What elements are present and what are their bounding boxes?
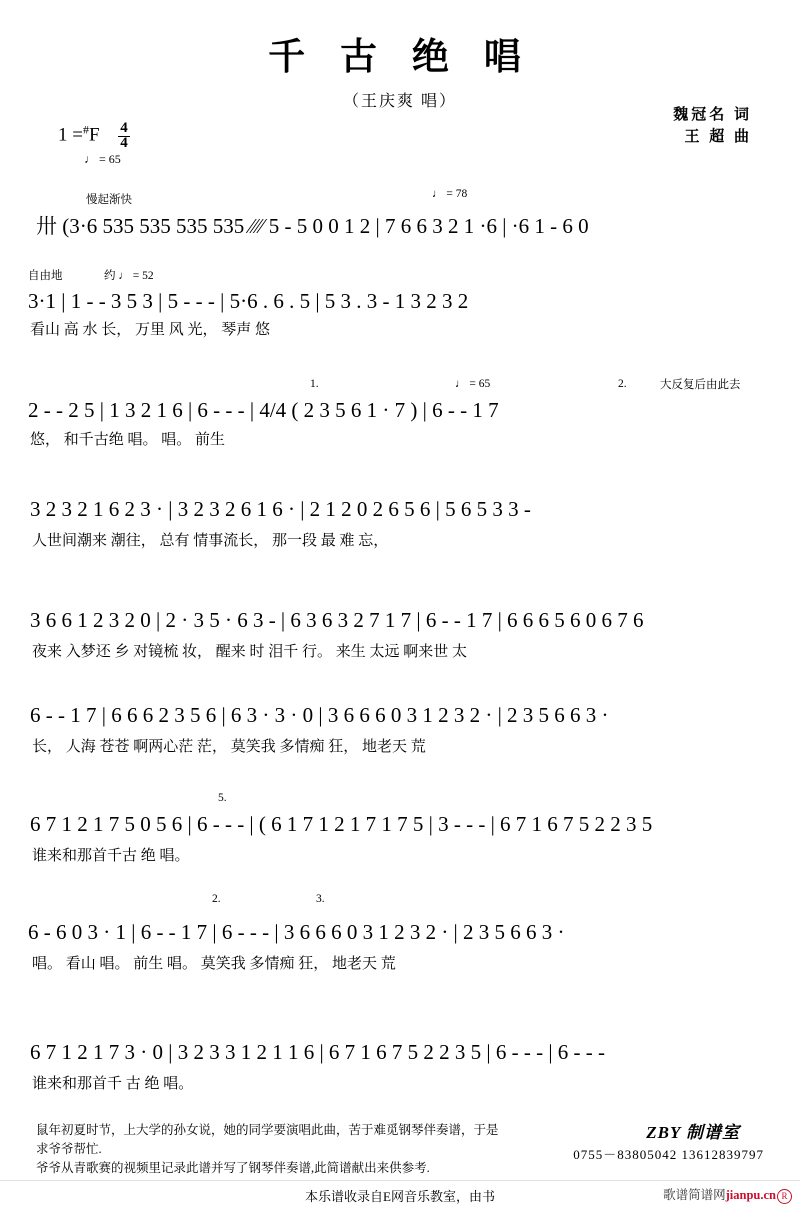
meter-numerator: 4 [120,120,128,136]
composer: 王 超 曲 [684,129,752,145]
system-8-notes: 6 - 6 0 3 · 1 | 6 - - 1 7 | 6 - - - | 3 6 6 6 0 3 1 2 3 2 · | 2 3 5 6 6 3 · [28,920,565,944]
studio-signature: ZBY 制谱室 [646,1123,740,1142]
volta-1: 1. [310,378,319,390]
volta-2b: 2. [212,893,221,905]
footnote-line-2: 爷爷从青歌赛的视频里记录此谱并写了钢琴伴奏谱,此简谱献出来供参考. [36,1161,430,1175]
time-signature [118,122,130,151]
source-note: 本乐谱收录自E网音乐教室，由书 [305,1189,495,1204]
system-7-notes: 6 7 1 2 1 7 5 0 5 6 | 6 - - - | ( 6 1 7 1 2 1 7 1 7 5 | 3 - - - | 6 7 1 6 7 5 2 2 3 5 [30,812,653,836]
system-3-lyrics: 悠， 和千古绝 唱。 唱。 前生 [30,432,226,448]
footnote [36,1121,506,1178]
system-6-lyrics: 长， 人海 苍苍 啊两心茫 茫， 莫笑我 多情痴 狂， 地老天 荒 [32,739,426,755]
volta-3: 3. [316,893,325,905]
system-1-notes: 卅 (3·6 535 535 535 535 ⁄⁄⁄⁄ 5 - 5 0 0 1 2 | 7 6 6 3 2 1 ·6 | ·6 1 - 6 0 [36,214,589,238]
watermark-en: jianpu.cn [725,1188,776,1202]
contact-phone: 0755－83805042 13612839797 [573,1147,764,1162]
system-4-notes: 3 2 3 2 1 6 2 3 · | 3 2 3 2 6 1 6 · | 2 1 2 0 2 6 5 6 | 5 6 5 3 3 - [30,497,531,521]
watermark-cn: 歌谱简谱网 [663,1188,726,1202]
system-5-notes: 3 6 6 1 2 3 2 0 | 2 · 3 5 · 6 3 - | 6 3 6 3 2 7 1 7 | 6 - - 1 7 | 6 6 6 5 6 0 6 7 6 [30,608,644,632]
footnote-line-1: 鼠年初夏时节，上大学的孙女说，她的同学要演唱此曲，苦于难觅钢琴伴奏谱，于是求爷爷帮忙. [36,1123,499,1156]
system-9-lyrics: 谁来和那首千 古 绝 唱。 [32,1076,194,1092]
tempo-65: ♩ = 65 [455,378,491,390]
volta-5: 5. [218,792,227,804]
meter-denominator: 4 [120,134,128,151]
site-watermark [663,1185,792,1204]
system-2-lyrics: 看山 高 水 长， 万里 风 光， 琴声 悠 [30,322,271,338]
tempo-78: ♩ = 78 [432,188,468,200]
dacapo-instruction: 大反复后由此去 [660,379,741,391]
volta-2: 2. [618,378,627,390]
system-7-lyrics: 谁来和那首千古 绝 唱。 [32,848,190,864]
expression-intro: 慢起渐快 [86,194,132,206]
performer-subtitle: （王庆爽 唱） [342,93,457,110]
page-title: 千 古 绝 唱 [268,34,532,78]
system-2-notes: 3·1 | 1 - - 3 5 3 | 5 - - - | 5·6 . 6 . 5 | 5 3 . 3 - 1 3 2 3 2 [28,289,469,313]
system-3-notes: 2 - - 2 5 | 1 3 2 1 6 | 6 - - - | 4/4 ( 2 3 5 6 1 · 7 ) | 6 - - 1 7 [28,398,499,422]
expression-free: 自由地 [28,270,63,282]
key-accidental: # [82,122,89,137]
credits [673,104,752,148]
system-5-lyrics: 夜来 入梦还 乡 对镜梳 妆， 醒来 时 泪千 行。 来生 太远 啊来世 太 [32,644,468,660]
key-signature [58,122,130,151]
tempo-marking: ♩ = 65 [84,152,121,166]
system-8-lyrics: 唱。 看山 唱。 前生 唱。 莫笑我 多情痴 狂， 地老天 荒 [32,956,396,972]
system-6-notes: 6 - - 1 7 | 6 6 6 2 3 5 6 | 6 3 · 3 · 0 | 3 6 6 6 0 3 1 2 3 2 · | 2 3 5 6 6 3 · [30,703,609,727]
system-4-lyrics: 人世间潮来 潮往， 总有 情事流长， 那一段 最 难 忘， [32,533,389,549]
lyricist: 魏冠名 词 [673,107,752,123]
system-9-notes: 6 7 1 2 1 7 3 · 0 | 3 2 3 3 1 2 1 1 6 | 6 7 1 6 7 5 2 2 3 5 | 6 - - - | 6 - - - [30,1040,606,1064]
tempo-approx: 约 ♩ = 52 [104,270,154,282]
registered-icon: R [777,1189,792,1204]
key-label: 1 = [58,124,83,146]
key-letter: F [88,124,100,146]
